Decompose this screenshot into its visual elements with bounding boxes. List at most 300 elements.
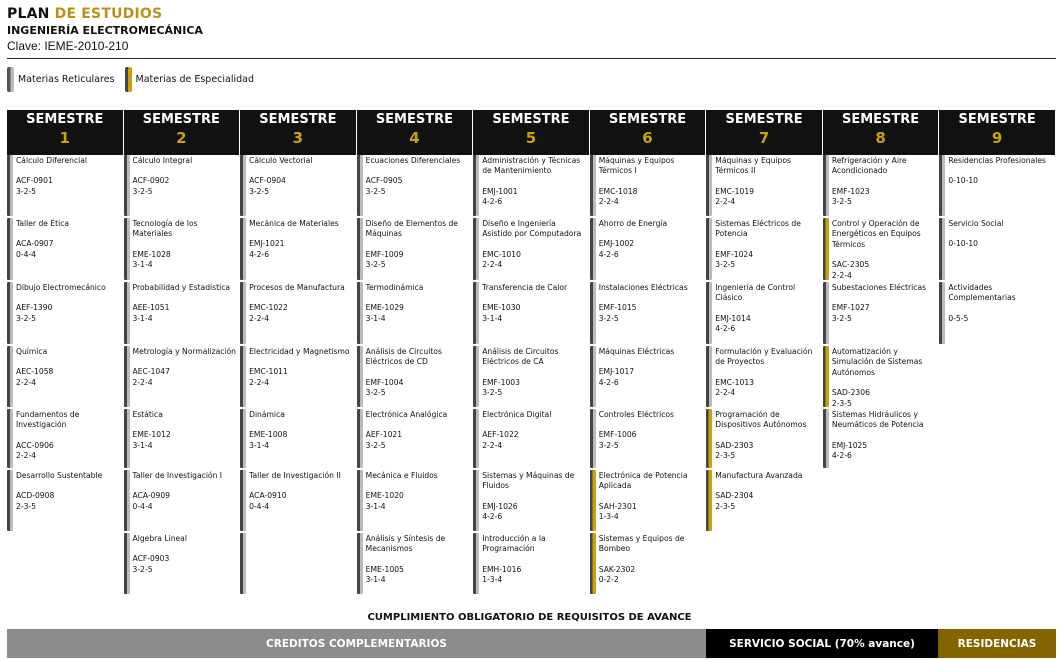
course-name: Control y Operación de Energéticos en Equipos Térmicos bbox=[831, 219, 921, 249]
legend bbox=[7, 67, 254, 92]
course-code: SAD-2303 bbox=[715, 440, 754, 450]
course-name: Análisis de Circuitos Eléctricos de CA bbox=[482, 347, 559, 367]
semester-number: 3 bbox=[292, 129, 304, 147]
title-part1: PLAN bbox=[7, 6, 50, 22]
reticular-marker bbox=[357, 218, 363, 280]
course-credits: 3-2-5 bbox=[249, 186, 270, 196]
reticular-marker bbox=[939, 218, 945, 280]
reticular-marker bbox=[7, 346, 13, 407]
semester-column-4 bbox=[357, 110, 474, 596]
course-name: Ahorro de Energía bbox=[598, 219, 668, 228]
course-credits: 2-2-4 bbox=[132, 377, 153, 387]
semester-header bbox=[473, 110, 590, 155]
reticular-marker bbox=[473, 533, 479, 594]
course-credits: 3-2-5 bbox=[482, 388, 503, 398]
course-credits: 0-2-2 bbox=[598, 575, 619, 585]
course-card[interactable] bbox=[357, 533, 474, 596]
course-credits: 3-1-4 bbox=[365, 313, 386, 323]
course-name: Sistemas Hidráulicos y Neumáticos de Potencia bbox=[831, 410, 924, 430]
course-card[interactable] bbox=[706, 470, 823, 533]
course-card[interactable] bbox=[124, 218, 241, 282]
course-name: Fundamentos de Investigación bbox=[16, 410, 80, 430]
course-card[interactable] bbox=[590, 409, 707, 470]
course-name: Análisis y Síntesis de Mecanismos bbox=[365, 534, 446, 554]
reticular-marker bbox=[357, 282, 363, 344]
especialidad-marker bbox=[590, 470, 596, 531]
course-card[interactable] bbox=[473, 346, 590, 409]
course-card[interactable] bbox=[124, 533, 241, 596]
course-name: Algebra Lineal bbox=[132, 534, 187, 543]
reticular-marker bbox=[823, 409, 829, 468]
semester-number: 9 bbox=[991, 129, 1003, 147]
course-credits: 3-2-5 bbox=[365, 388, 386, 398]
reticular-marker bbox=[357, 155, 363, 216]
course-credits: 1-3-4 bbox=[598, 512, 619, 522]
reticular-marker bbox=[240, 155, 246, 216]
reticular-marker bbox=[473, 218, 479, 280]
course-card[interactable] bbox=[357, 218, 474, 282]
reticular-marker bbox=[590, 346, 596, 407]
course-code: EMJ-1002 bbox=[598, 239, 635, 249]
course-code: EMJ-1001 bbox=[482, 186, 518, 196]
course-card[interactable] bbox=[357, 282, 474, 346]
course-code: ACA-0907 bbox=[16, 239, 54, 249]
semester-column-7 bbox=[706, 110, 823, 596]
course-code: EMC-1011 bbox=[249, 367, 288, 377]
course-name: Automatización y Simulación de Sistemas Autónomos bbox=[831, 347, 923, 377]
course-name: Taller de Ética bbox=[16, 219, 70, 228]
course-name: Dinámica bbox=[249, 410, 285, 419]
course-name: Taller de Investigación I bbox=[132, 471, 223, 480]
semester-header bbox=[124, 110, 241, 155]
course-code: EME-1029 bbox=[365, 303, 404, 313]
course-code: SAD-2306 bbox=[831, 388, 870, 398]
course-name: Estática bbox=[132, 410, 163, 419]
course-card[interactable] bbox=[473, 409, 590, 470]
course-card[interactable] bbox=[240, 470, 357, 533]
especialidad-marker bbox=[823, 346, 829, 407]
course-credits: 0-4-4 bbox=[249, 501, 270, 511]
semester-label: SEMESTRE bbox=[958, 112, 1036, 127]
course-name: Electrónica Analógica bbox=[365, 410, 448, 419]
course-code: AEF-1021 bbox=[365, 430, 403, 440]
reticular-marker bbox=[124, 346, 130, 407]
course-code: ACF-0902 bbox=[132, 176, 170, 186]
course-card[interactable] bbox=[473, 155, 590, 218]
reticular-marker bbox=[240, 533, 246, 594]
semester-number: 5 bbox=[525, 129, 537, 147]
semester-column-8 bbox=[823, 110, 940, 596]
course-code: AEF-1390 bbox=[16, 303, 53, 313]
course-card[interactable] bbox=[473, 470, 590, 533]
program-name: INGENIERÍA ELECTROMECÁNICA bbox=[7, 24, 203, 37]
course-card[interactable] bbox=[240, 218, 357, 282]
course-credits: 4-2-6 bbox=[482, 512, 503, 522]
reticular-marker bbox=[939, 282, 945, 344]
course-card[interactable] bbox=[590, 346, 707, 409]
course-credits: 3-2-5 bbox=[831, 197, 852, 207]
course-code: ACF-0903 bbox=[132, 554, 170, 564]
course-name: Procesos de Manufactura bbox=[249, 283, 345, 292]
course-name: Diseño e Ingeniería Asistido por Computadora bbox=[482, 219, 582, 239]
course-code: ACC-0906 bbox=[16, 440, 54, 450]
course-credits: 3-2-5 bbox=[598, 313, 619, 323]
semester-number: 7 bbox=[758, 129, 770, 147]
course-credits: 3-1-4 bbox=[132, 313, 153, 323]
semester-label: SEMESTRE bbox=[492, 112, 570, 127]
reticular-marker bbox=[240, 346, 246, 407]
course-card[interactable] bbox=[706, 218, 823, 282]
course-card[interactable] bbox=[823, 346, 940, 409]
course-card[interactable] bbox=[357, 346, 474, 409]
course-credits: 3-2-5 bbox=[831, 313, 852, 323]
course-name: Sistemas Eléctricos de Potencia bbox=[715, 219, 801, 239]
course-code: ACF-0901 bbox=[16, 176, 53, 186]
reticular-marker bbox=[240, 470, 246, 531]
reticular-marker bbox=[473, 155, 479, 216]
course-code: EMF-1015 bbox=[598, 303, 637, 313]
course-credits: 4-2-6 bbox=[831, 451, 852, 461]
course-name: Refrigeración y Aire Acondicionado bbox=[831, 156, 907, 176]
course-credits: 0-10-10 bbox=[948, 239, 979, 249]
course-credits: 3-2-5 bbox=[598, 440, 619, 450]
course-card[interactable] bbox=[939, 218, 1056, 282]
course-code: EMJ-1017 bbox=[598, 367, 635, 377]
course-code: EME-1028 bbox=[132, 249, 171, 259]
especialidad-marker bbox=[823, 218, 829, 280]
course-code: ACD-0908 bbox=[16, 491, 55, 501]
course-card[interactable] bbox=[590, 218, 707, 282]
course-name: Subestaciones Eléctricas bbox=[831, 283, 927, 292]
course-card[interactable] bbox=[590, 282, 707, 346]
legend-label-reticulares: Materias Reticulares bbox=[18, 74, 115, 85]
reticular-marker bbox=[473, 409, 479, 468]
page-title bbox=[7, 6, 203, 23]
course-name: Manufactura Avanzada bbox=[715, 471, 803, 480]
course-name: Ingeniería de Control Clásico bbox=[715, 283, 796, 303]
course-name: Taller de Investigación II bbox=[249, 471, 341, 480]
course-credits: 3-2-5 bbox=[365, 186, 386, 196]
course-credits: 3-1-4 bbox=[132, 260, 153, 270]
reticular-marker bbox=[706, 218, 712, 280]
course-card[interactable] bbox=[124, 470, 241, 533]
reticular-marker bbox=[124, 470, 130, 531]
reticular-marker bbox=[357, 533, 363, 594]
course-name: Ecuaciones Diferenciales bbox=[365, 156, 461, 165]
reticular-marker bbox=[357, 346, 363, 407]
course-card[interactable] bbox=[473, 218, 590, 282]
semester-header bbox=[823, 110, 940, 155]
course-credits: 3-1-4 bbox=[365, 501, 386, 511]
course-card[interactable] bbox=[706, 409, 823, 470]
title-part2: DE ESTUDIOS bbox=[54, 6, 163, 22]
course-name: Actividades Complementarias bbox=[948, 283, 1016, 303]
course-code: EMJ-1026 bbox=[482, 501, 518, 511]
reticular-marker bbox=[357, 470, 363, 531]
course-card[interactable] bbox=[124, 346, 241, 409]
course-card[interactable] bbox=[357, 155, 474, 218]
course-card[interactable] bbox=[357, 409, 474, 470]
course-credits: 2-2-4 bbox=[831, 270, 852, 280]
course-code: AEC-1047 bbox=[132, 367, 170, 377]
course-credits: 3-1-4 bbox=[482, 313, 503, 323]
course-code: ACA-0909 bbox=[132, 491, 171, 501]
course-credits: 2-2-4 bbox=[16, 451, 36, 461]
course-code: ACF-0905 bbox=[365, 176, 403, 186]
semester-header bbox=[357, 110, 474, 155]
course-credits: 3-1-4 bbox=[365, 575, 386, 585]
course-credits: 1-3-4 bbox=[482, 575, 503, 585]
course-code: SAD-2304 bbox=[715, 491, 754, 501]
course-card[interactable] bbox=[357, 470, 474, 533]
course-name: Controles Eléctricos bbox=[598, 410, 674, 419]
reticular-marker bbox=[706, 155, 712, 216]
reticular-marker bbox=[706, 346, 712, 407]
course-name: Mecánica de Materiales bbox=[249, 219, 339, 228]
course-credits: 2-2-4 bbox=[249, 377, 270, 387]
course-name: Electricidad y Magnetismo bbox=[249, 347, 350, 356]
legend-swatch-gray bbox=[7, 67, 14, 92]
course-card[interactable] bbox=[124, 282, 241, 346]
course-code: AEC-1058 bbox=[16, 367, 54, 377]
reticular-marker bbox=[823, 282, 829, 344]
reticular-marker bbox=[124, 155, 130, 216]
course-card[interactable] bbox=[7, 409, 124, 470]
especialidad-marker bbox=[706, 470, 712, 531]
reticular-marker bbox=[240, 409, 246, 468]
course-credits: 2-3-5 bbox=[715, 501, 736, 511]
course-name: Máquinas y Equipos Térmicos I bbox=[598, 156, 675, 176]
course-credits: 4-2-6 bbox=[482, 197, 503, 207]
course-credits: 2-2-4 bbox=[598, 197, 619, 207]
course-name: Servicio Social bbox=[948, 219, 1004, 228]
course-code: EMH-1016 bbox=[482, 564, 522, 574]
course-name: Termodinámica bbox=[365, 283, 424, 292]
course-code: EMF-1004 bbox=[365, 377, 404, 387]
course-card[interactable] bbox=[823, 409, 940, 470]
course-credits: 3-2-5 bbox=[132, 186, 153, 196]
course-card[interactable] bbox=[124, 409, 241, 470]
semester-column-3 bbox=[240, 110, 357, 596]
reticular-marker bbox=[7, 218, 13, 280]
semester-header bbox=[706, 110, 823, 155]
course-credits: 3-1-4 bbox=[132, 440, 153, 450]
legend-swatch-gold bbox=[125, 67, 132, 92]
reticular-marker bbox=[7, 155, 13, 216]
semester-label: SEMESTRE bbox=[375, 112, 453, 127]
course-code: SAK-2302 bbox=[598, 564, 636, 574]
course-code: EMF-1003 bbox=[482, 377, 520, 387]
reticular-marker bbox=[240, 218, 246, 280]
course-credits: 4-2-6 bbox=[249, 249, 270, 259]
reticular-marker bbox=[590, 218, 596, 280]
course-code: EMC-1022 bbox=[249, 303, 288, 313]
course-credits: 2-3-5 bbox=[715, 451, 736, 461]
course-name: Electrónica de Potencia Aplicada bbox=[598, 471, 688, 491]
course-name: Introducción a la Programación bbox=[482, 534, 546, 554]
course-name: Mecánica e Fluidos bbox=[365, 471, 438, 480]
course-name: Electrónica Digital bbox=[482, 410, 552, 419]
course-name: Cálculo Diferencial bbox=[16, 156, 88, 165]
course-name: Máquinas y Equipos Térmicos II bbox=[715, 156, 791, 176]
semester-number: 8 bbox=[875, 129, 886, 147]
course-credits: 2-2-4 bbox=[482, 440, 503, 450]
course-code: EMF-1024 bbox=[715, 249, 754, 259]
creditos-complementarios: CREDITOS COMPLEMENTARIOS bbox=[7, 629, 706, 658]
page-header bbox=[7, 6, 203, 54]
course-code: EMC-1018 bbox=[598, 186, 638, 196]
course-code: EMJ-1014 bbox=[715, 313, 751, 323]
course-code: EME-1012 bbox=[132, 430, 171, 440]
course-card[interactable] bbox=[590, 155, 707, 218]
course-name: Desarrollo Sustentable bbox=[16, 471, 103, 480]
course-card[interactable] bbox=[706, 346, 823, 409]
course-code: EMJ-1025 bbox=[831, 440, 868, 450]
course-code: EMF-1027 bbox=[831, 303, 870, 313]
course-name: Instalaciones Eléctricas bbox=[598, 283, 688, 292]
course-credits: 3-2-5 bbox=[16, 186, 36, 196]
reticular-marker bbox=[7, 282, 13, 344]
course-name: Dibujo Electromecánico bbox=[16, 283, 106, 292]
semester-label: SEMESTRE bbox=[142, 112, 220, 127]
course-credits: 4-2-6 bbox=[598, 249, 619, 259]
semester-label: SEMESTRE bbox=[26, 112, 104, 127]
course-credits: 4-2-6 bbox=[598, 377, 619, 387]
course-code: EMC-1013 bbox=[715, 377, 754, 387]
course-code: ACA-0910 bbox=[249, 491, 287, 501]
course-card[interactable] bbox=[939, 282, 1056, 346]
servicio-social-bar: SERVICIO SOCIAL (70% avance) bbox=[706, 629, 938, 658]
semester-column-1 bbox=[7, 110, 124, 596]
course-code: EME-1005 bbox=[365, 564, 404, 574]
course-card[interactable] bbox=[590, 533, 707, 596]
course-name: Transferencia de Calor bbox=[482, 283, 568, 292]
semester-grid bbox=[7, 110, 1056, 596]
semester-label: SEMESTRE bbox=[725, 112, 803, 127]
course-card[interactable] bbox=[7, 218, 124, 282]
course-credits: 2-2-4 bbox=[482, 260, 503, 270]
course-card[interactable] bbox=[473, 282, 590, 346]
course-card[interactable] bbox=[939, 155, 1056, 218]
semester-number: 1 bbox=[59, 129, 70, 147]
reticular-marker bbox=[124, 409, 130, 468]
reticular-marker bbox=[473, 470, 479, 531]
semester-label: SEMESTRE bbox=[608, 112, 687, 127]
reticular-marker bbox=[7, 409, 13, 468]
course-name: Máquinas Eléctricas bbox=[598, 347, 675, 356]
course-card[interactable] bbox=[823, 155, 940, 218]
course-card[interactable] bbox=[706, 282, 823, 346]
course-name: Cálculo Integral bbox=[132, 156, 193, 165]
course-card[interactable] bbox=[7, 470, 124, 533]
reticular-marker bbox=[590, 282, 596, 344]
course-credits: 2-2-4 bbox=[715, 388, 736, 398]
reticular-marker bbox=[590, 155, 596, 216]
course-card[interactable] bbox=[240, 155, 357, 218]
course-card[interactable] bbox=[823, 218, 940, 282]
course-credits: 0-10-10 bbox=[948, 176, 979, 186]
course-card[interactable] bbox=[7, 155, 124, 218]
semester-column-5 bbox=[473, 110, 590, 596]
reticular-marker bbox=[823, 155, 829, 216]
course-code: EMC-1019 bbox=[715, 186, 754, 196]
course-credits: 0-4-4 bbox=[16, 249, 36, 259]
course-card[interactable] bbox=[7, 282, 124, 346]
course-name: Diseño de Elementos de Máquinas bbox=[365, 219, 458, 239]
course-credits: 3-2-5 bbox=[16, 313, 36, 323]
course-name: Química bbox=[16, 347, 48, 356]
reticular-marker bbox=[939, 155, 945, 216]
course-credits: 2-2-4 bbox=[715, 197, 736, 207]
course-card[interactable] bbox=[7, 346, 124, 409]
especialidad-marker bbox=[590, 533, 596, 594]
requisitos-title: CUMPLIMIENTO OBLIGATORIO DE REQUISITOS DE AVANCE bbox=[367, 612, 692, 623]
reticular-marker bbox=[7, 470, 13, 531]
course-card[interactable] bbox=[124, 155, 241, 218]
course-card[interactable] bbox=[240, 346, 357, 409]
course-name: Tecnología de los Materiales bbox=[132, 219, 198, 239]
reticular-marker bbox=[590, 409, 596, 468]
course-code: SAC-2305 bbox=[831, 260, 870, 270]
reticular-marker bbox=[124, 533, 130, 594]
course-code: AEE-1051 bbox=[132, 303, 170, 313]
course-credits: 2-3-5 bbox=[16, 501, 36, 511]
semester-number: 6 bbox=[642, 129, 653, 147]
semester-number: 2 bbox=[176, 129, 187, 147]
program-clave: Clave: IEME-2010-210 bbox=[7, 39, 129, 53]
semester-header bbox=[240, 110, 357, 155]
course-code: EMJ-1021 bbox=[249, 239, 285, 249]
course-credits: 3-1-4 bbox=[249, 440, 270, 450]
course-credits: 2-2-4 bbox=[16, 377, 36, 387]
legend-label-especialidad: Materias de Especialidad bbox=[135, 74, 255, 85]
course-credits: 4-2-6 bbox=[715, 324, 736, 334]
reticular-marker bbox=[357, 409, 363, 468]
course-code: EME-1020 bbox=[365, 491, 404, 501]
course-code: EME-1008 bbox=[249, 430, 288, 440]
course-credits: 3-2-5 bbox=[365, 260, 386, 270]
reticular-marker bbox=[473, 282, 479, 344]
especialidad-marker bbox=[706, 409, 712, 468]
course-card[interactable] bbox=[240, 282, 357, 346]
semester-label: SEMESTRE bbox=[842, 112, 920, 127]
course-credits: 0-5-5 bbox=[948, 313, 969, 323]
semester-column-6 bbox=[590, 110, 707, 596]
course-credits: 3-2-5 bbox=[365, 440, 386, 450]
course-card[interactable] bbox=[240, 409, 357, 470]
course-name: Administración y Técnicas de Mantenimiento bbox=[482, 156, 581, 176]
semester-header bbox=[590, 110, 707, 155]
semester-header bbox=[7, 110, 124, 155]
course-credits: 3-2-5 bbox=[715, 260, 736, 270]
course-name: Residencias Profesionales bbox=[948, 156, 1046, 165]
semester-column-9 bbox=[939, 110, 1056, 596]
residencias-bar: RESIDENCIAS bbox=[938, 629, 1056, 658]
course-card[interactable] bbox=[240, 533, 357, 596]
course-card[interactable] bbox=[706, 155, 823, 218]
reticular-marker bbox=[706, 282, 712, 344]
course-card[interactable] bbox=[823, 282, 940, 346]
course-name: Formulación y Evaluación de Proyectos bbox=[715, 347, 813, 367]
semester-column-2 bbox=[124, 110, 241, 596]
course-card[interactable] bbox=[473, 533, 590, 596]
semester-header bbox=[939, 110, 1056, 155]
reticular-marker bbox=[240, 282, 246, 344]
course-name: Análisis de Circuitos Eléctricos de CD bbox=[365, 347, 442, 367]
course-name: Sistemas y Máquinas de Fluidos bbox=[482, 471, 575, 491]
course-name: Metrología y Normalización bbox=[132, 347, 236, 356]
course-card[interactable] bbox=[590, 470, 707, 533]
